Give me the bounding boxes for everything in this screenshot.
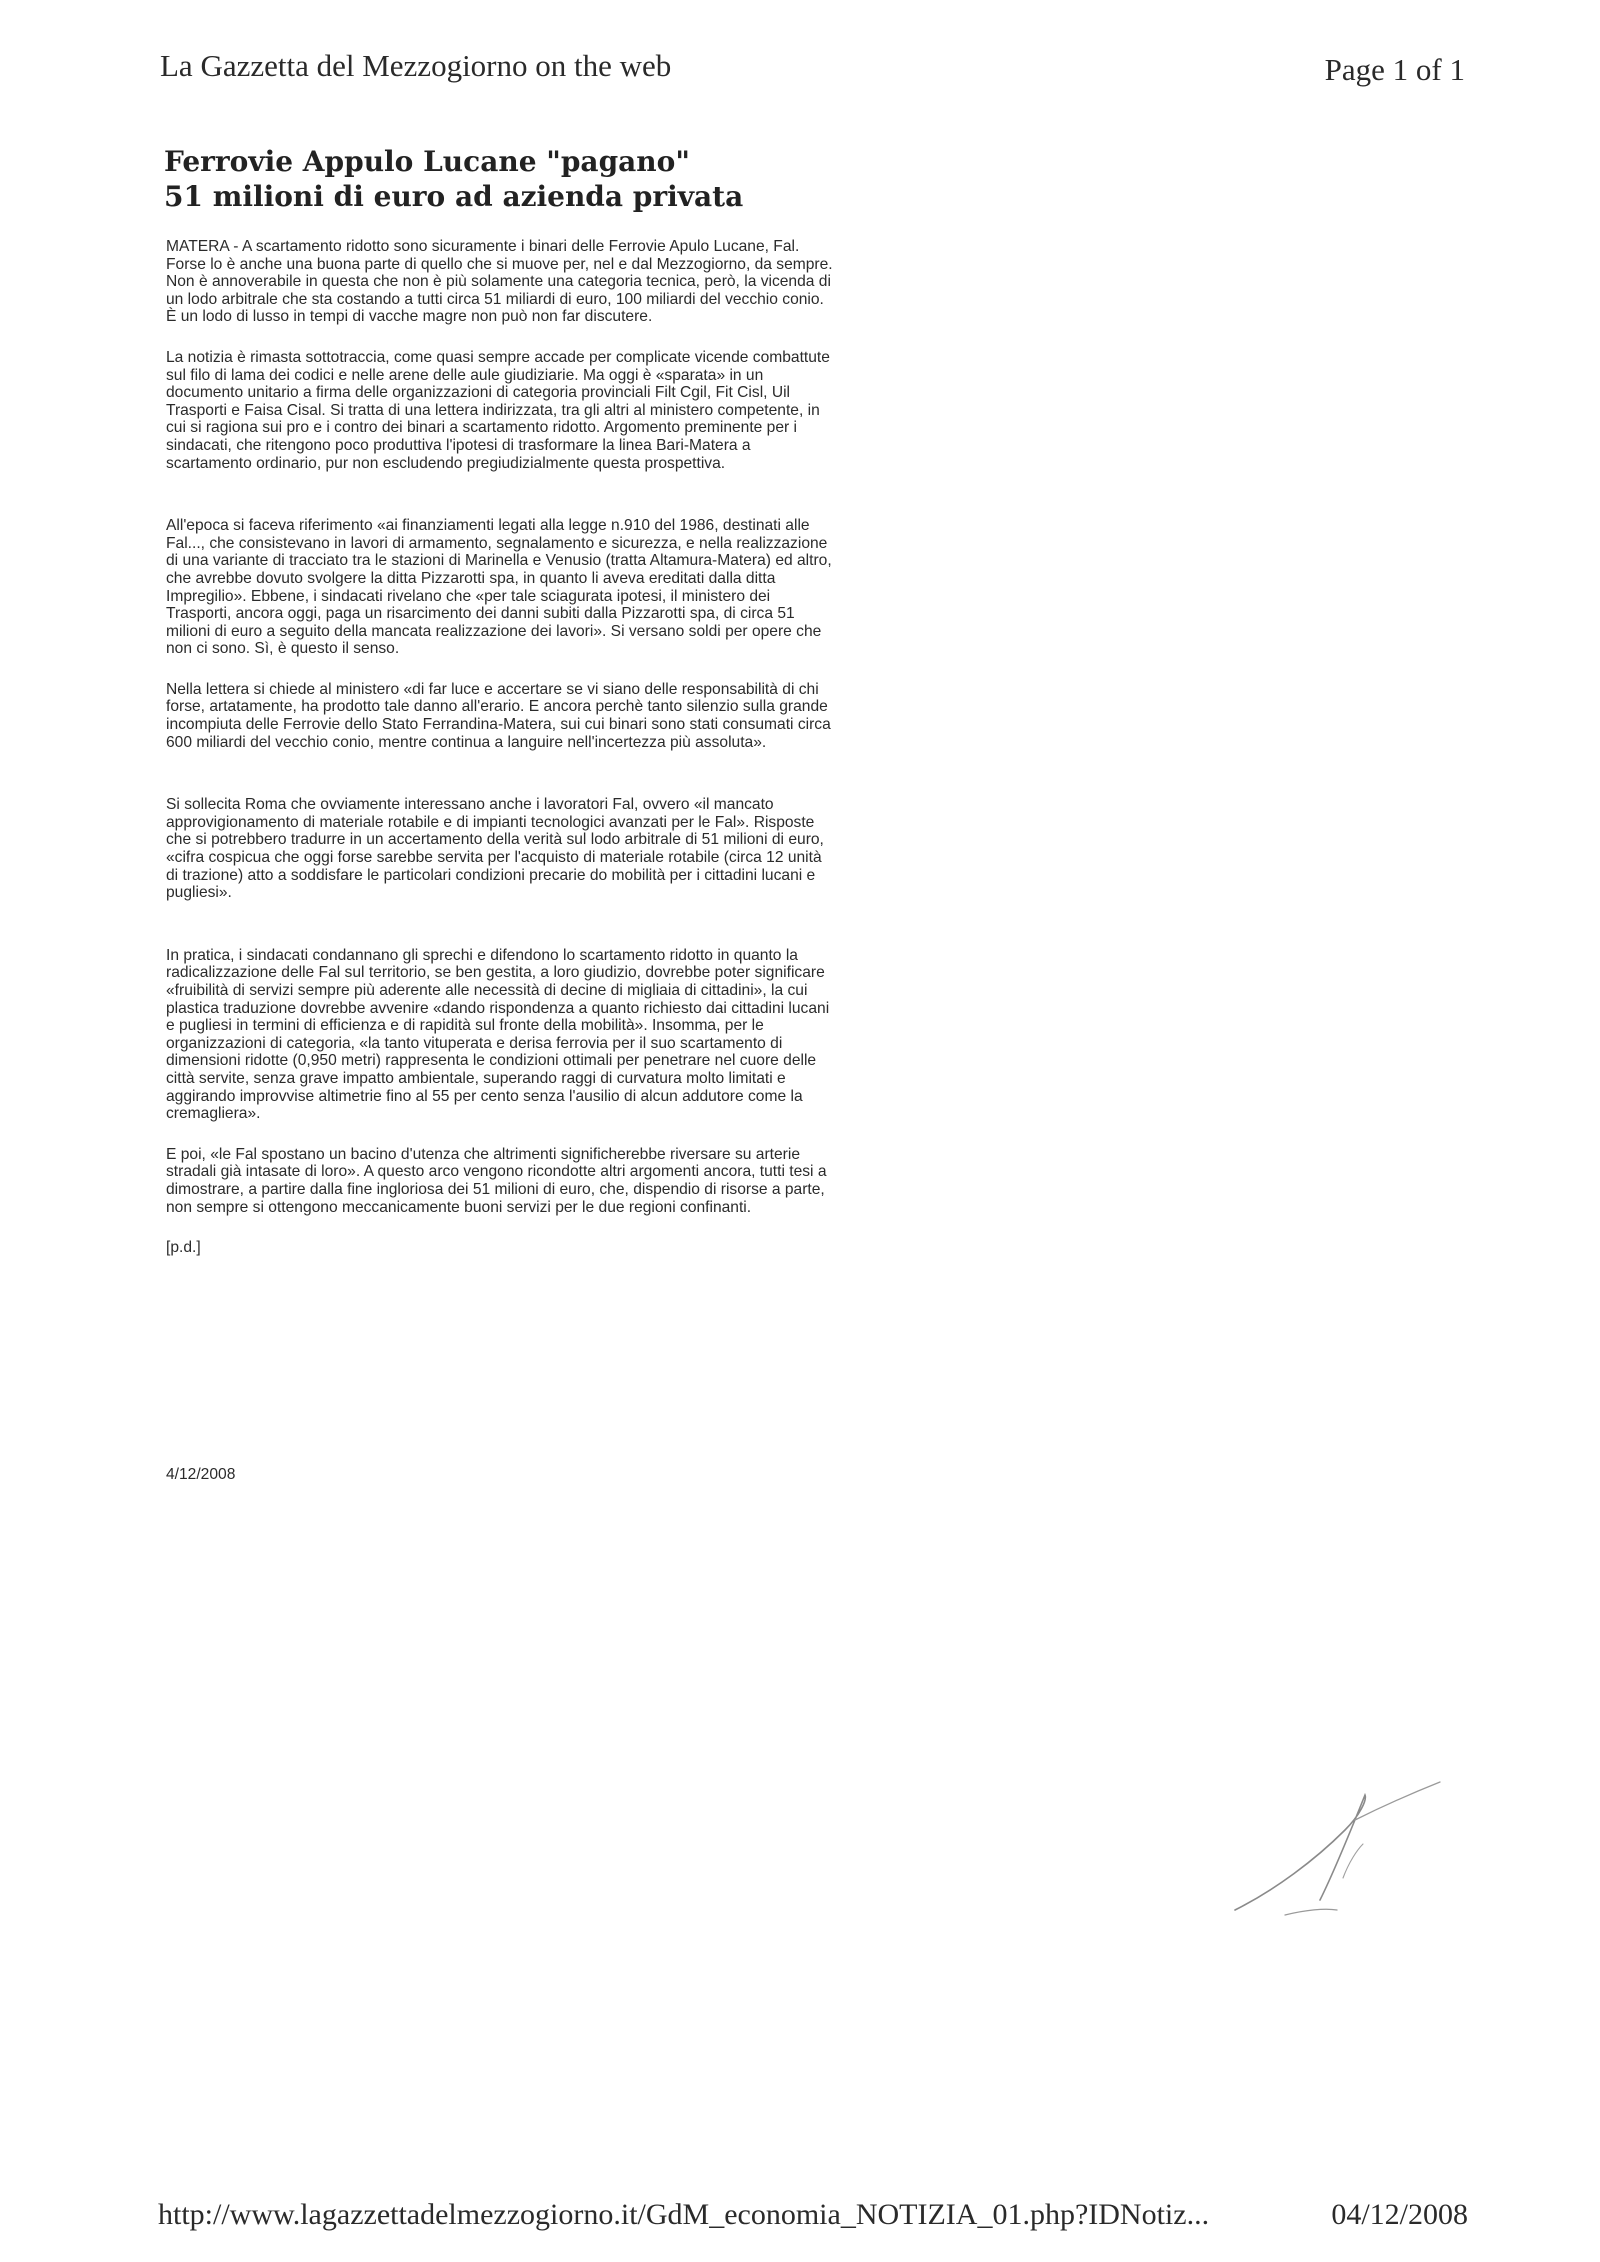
article-paragraph: MATERA - A scartamento ridotto sono sicuramente i binari delle Ferrovie Apulo Lucane, Fal. Forse lo è anche una buona parte di quello che si muove per, nel e dal Mezzogiorno, da sempre. Non è annoverabile in questa che non è più solamente una categoria tecnica, però, la vicenda di un lodo arbitrale che sta costando a tutti circa 51 miliardi di euro, 100 miliardi del vecchio conio. È un lodo di lusso in tempi di vacche magre non può non far discutere. bbox=[166, 238, 833, 326]
article-paragraph: Nella lettera si chiede al ministero «di far luce e accertare se vi siano delle responsabilità di chi forse, artatamente, ha prodotto tale danno all'erario. E ancora perchè tanto silenzio sulla grande incompiuta delle Ferrovie dello Stato Ferrandina-Matera, sui cui binari sono stati consumati circa 600 miliardi del vecchio conio, mentre continua a languire nell'incertezza più assoluta». bbox=[166, 680, 831, 751]
footer-url: http://www.lagazzettadelmezzogiorno.it/GdM_economia_NOTIZIA_01.php?IDNotiz... bbox=[158, 2198, 1210, 2231]
article-paragraph: In pratica, i sindacati condannano gli sprechi e difendono lo scartamento ridotto in quanto la radicalizzazione delle Fal sul territorio, se ben gestita, a loro giudizio, dovrebbe poter significare «fruibilità di servizi sempre più aderente alle necessità di decine di migliaia di cittadini», la cui plastica traduzione dovrebbe avvenire «dando rispondenza a quanto richiesto dai cittadini lucani e pugliesi in termini di efficienza e di rapidità sul fronte della mobilità». Insomma, per le organizzazioni di categoria, «la tanto vituperata e derisa ferrovia per il suo scartamento di dimensioni ridotte (0,950 metri) rappresenta le condizioni ottimali per penetrare nel cuore delle città servite, senza grave impatto ambientale, superando raggi di curvatura molto limitati e aggirando improvvise altimetrie fino al 55 per cento senza l'ausilio di alcun addutore come la cremagliera». bbox=[166, 946, 830, 1123]
article-title-line-2: 51 milioni di euro ad azienda privata bbox=[164, 180, 744, 213]
article-title bbox=[164, 144, 884, 214]
site-title: La Gazzetta del Mezzogiorno on the web bbox=[160, 48, 672, 83]
article-body bbox=[166, 238, 836, 1321]
handwritten-signature bbox=[1225, 1760, 1455, 1940]
article-paragraph: La notizia è rimasta sottotraccia, come quasi sempre accade per complicate vicende combattute sul filo di lama dei codici e nelle arene delle aule giudiziarie. Ma oggi è «sparata» in un documento unitario a firma delle organizzazioni di categoria provinciali Filt Cgil, Fit Cisl, Uil Trasporti e Faisa Cisal. Si tratta di una lettera indirizzata, tra gli altri al ministero competente, in cui si ragiona sui pro e i contro dei binari a scartamento ridotto. Argomento preminente per i sindacati, che ritengono poco produttiva l'ipotesi di trasformare la linea Bari-Matera a scartamento ordinario, pur non escludendo pregiudizialmente questa prospettiva. bbox=[166, 348, 830, 472]
footer-date: 04/12/2008 bbox=[1331, 2198, 1468, 2231]
author-initials: [p.d.] bbox=[166, 1239, 201, 1257]
article-paragraph: E poi, «le Fal spostano un bacino d'utenza che altrimenti significherebbe riversare su arterie stradali già intasate di loro». A questo arco vengono ricondotte altri argomenti ancora, tutti tesi a dimostrare, a partire dalla fine ingloriosa dei 51 milioni di euro, che, dispendio di risorse a parte, non sempre si ottengono meccanicamente buoni servizi per le due regioni confinanti. bbox=[166, 1145, 827, 1216]
article-title-line-1: Ferrovie Appulo Lucane "pagano" bbox=[164, 145, 690, 178]
article-paragraph: All'epoca si faceva riferimento «ai finanziamenti legati alla legge n.910 del 1986, destinati alle Fal..., che consistevano in lavori di armamento, segnalamento e sicurezza, e nella realizzazione di una variante di tracciato tra le stazioni di Marinella e Venusio (tratta Altamura-Matera) ed altro, che avrebbe dovuto svolgere la ditta Pizzarotti spa, in quanto li aveva ereditati dalla ditta Impregilio». Ebbene, i sindacati rivelano che «per tale sciagurata ipotesi, il ministero dei Trasporti, ancora oggi, paga un risarcimento dei danni subiti dalla Pizzarotti spa, di circa 51 milioni di euro a seguito della mancata realizzazione dei lavori». Si versano soldi per opere che non ci sono. Sì, è questo il senso. bbox=[166, 517, 832, 658]
article-date: 4/12/2008 bbox=[166, 1466, 236, 1483]
article-paragraph: Si sollecita Roma che ovviamente interessano anche i lavoratori Fal, ovvero «il mancato approvigionamento di materiale rotabile e di impianti tecnologici avanzati per le Fal». Risposte che si potrebbero tradurre in un accertamento della verità sul lodo arbitrale di 51 milioni di euro, «cifra cospicua che oggi forse sarebbe servita per l'acquisto di materiale rotabile (circa 12 unità di trazione) atto a soddisfare le particolari condizioni precarie do mobilità per i cittadini lucani e pugliesi». bbox=[166, 796, 824, 902]
page-indicator: Page 1 of 1 bbox=[1324, 52, 1465, 87]
